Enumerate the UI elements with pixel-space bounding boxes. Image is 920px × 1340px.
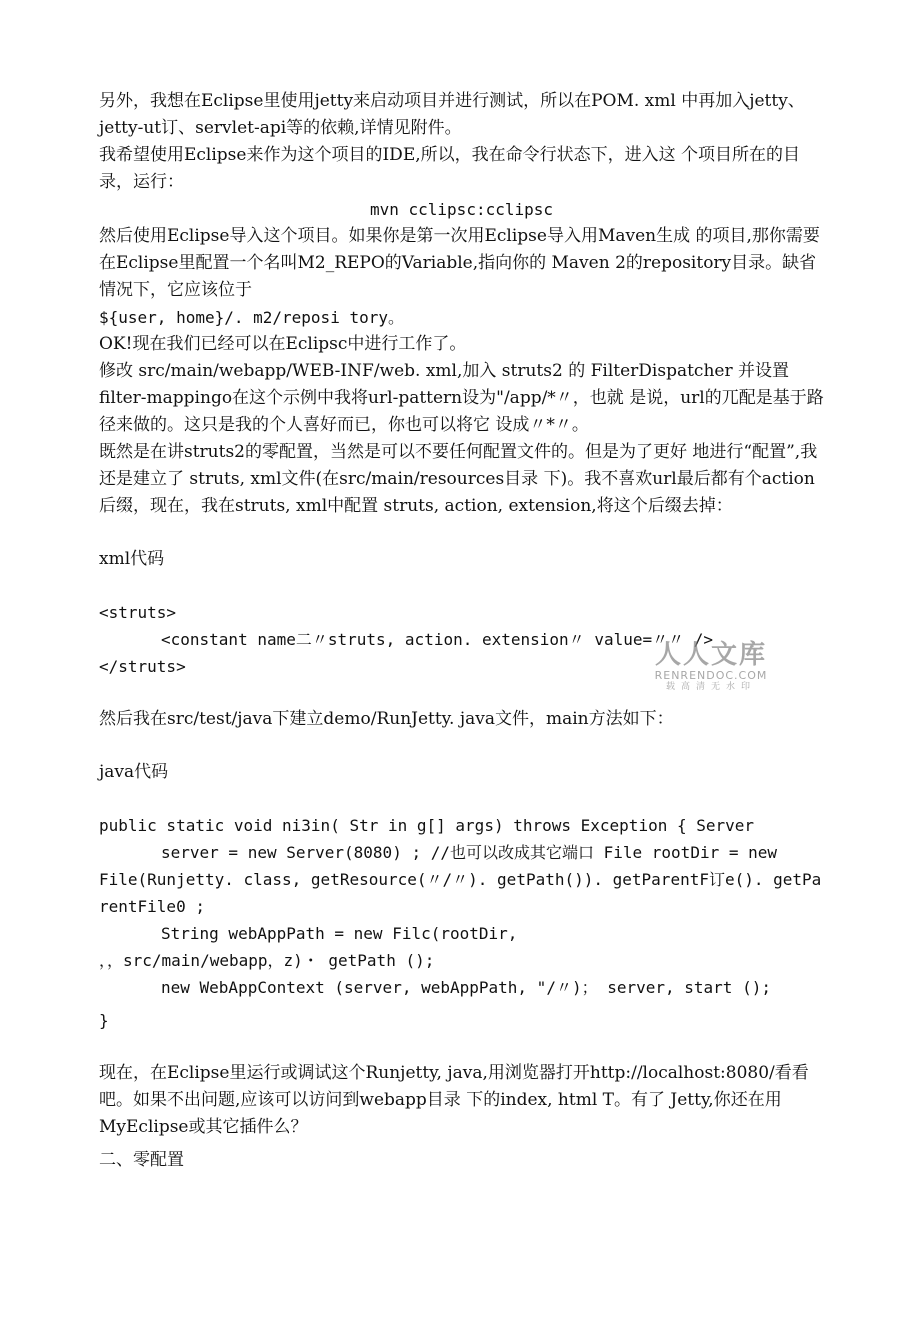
watermark-title: 人人文库 — [654, 640, 767, 670]
watermark-tagline: 载高清无水印 — [665, 682, 756, 692]
code-line: new WebAppContext (server, webAppPath, "/〃)； server, start (); — [161, 978, 771, 997]
code-line: String webAppPath = new Filc(rootDir, — [161, 924, 518, 943]
paragraph-jetty-dependencies: 另外，我想在Eclipse里使用jetty来启动项目并进行测试，所以在POM. xml 中再加入jetty、jetty-ut订、servlet-api等的依赖,详情见附件。 — [99, 91, 805, 138]
section-heading: 二、零配置 — [99, 1150, 184, 1170]
code-line: </struts> — [99, 657, 186, 676]
document-body — [99, 88, 831, 1174]
xml-code-label: xml代码 — [99, 549, 165, 569]
code-line: ，，src/main/webapp，z)・ getPath (); — [99, 951, 435, 970]
paragraph-web-xml: 修改 src/main/webapp/WEB-INF/web. xml,加入 struts2 的 FilterDispatcher 并设置filter-mappingo在这个示例中我将url-pattern设为"/app/*〃，也就 是说，url的兀配是基于路径来做的。这只是我的个人喜好而已，你也可以将它 设成〃*〃。 — [99, 361, 824, 435]
watermark-logo — [646, 640, 776, 693]
paragraph-repo-path: ${user, home}/. m2/reposi tory。 — [99, 308, 404, 327]
paragraph-runjetty: 然后我在src/test/java下建立demo/RunJetty. java文件，main方法如下： — [99, 709, 674, 729]
paragraph-eclipse-ide: 我希望使用Eclipse来作为这个项目的IDE,所以，我在命令行状态下，进入这 个项目所在的目录，运行： — [99, 145, 801, 192]
command-line: mvn cclipsc:cclipsc — [369, 200, 554, 219]
code-line: public static void ni3in( Str in g[] args) throws Exception { Server — [99, 816, 755, 835]
paragraph-run-in-eclipse: 现在，在Eclipse里运行或调试这个Runjetty, java,用浏览器打开http://localhost:8080/看看吧。如果不出问题,应该可以访问到webapp目录 下的index, html T。有了 Jetty,你还在用MyEclipse或其它插件么？ — [99, 1063, 809, 1137]
java-code-label: java代码 — [99, 762, 169, 782]
java-code-block — [99, 812, 831, 1034]
code-line: <constant name二〃struts, action. extension〃 value=〃〃 /> — [161, 630, 714, 649]
paragraph-ok: OK!现在我们已经可以在Eclipsc中进行工作了。 — [99, 334, 467, 354]
code-line: File(Runjetty. class, getResource(〃/〃). getPath()). getParentF订e(). getPa rentFile0 ; — [99, 870, 831, 916]
watermark-url: RENRENDOC.COM — [654, 669, 768, 682]
code-line: server = new Server(8080) ; //也可以改成其它端口 File rootDir = new — [161, 843, 778, 862]
paragraph-import-project: 然后使用Eclipse导入这个项目。如果你是第一次用Eclipse导入用Maven生成 的项目,那你需要在Eclipse里配置一个名叫M2_REPO的Variable,指向你的 Maven 2的repository目录。缺省情况下，它应该位于 — [99, 226, 820, 300]
code-line: } — [99, 1011, 109, 1030]
paragraph-zero-config: 既然是在讲struts2的零配置，当然是可以不要任何配置文件的。但是为了更好 地进行“配置”,我还是建立了 struts, xml文件(在src/main/resources目录 下)。我不喜欢url最后都有个action后缀，现在，我在struts, xml中配置 struts, action, extension,将这个后缀去掉： — [99, 442, 818, 516]
code-line: <struts> — [99, 603, 177, 622]
